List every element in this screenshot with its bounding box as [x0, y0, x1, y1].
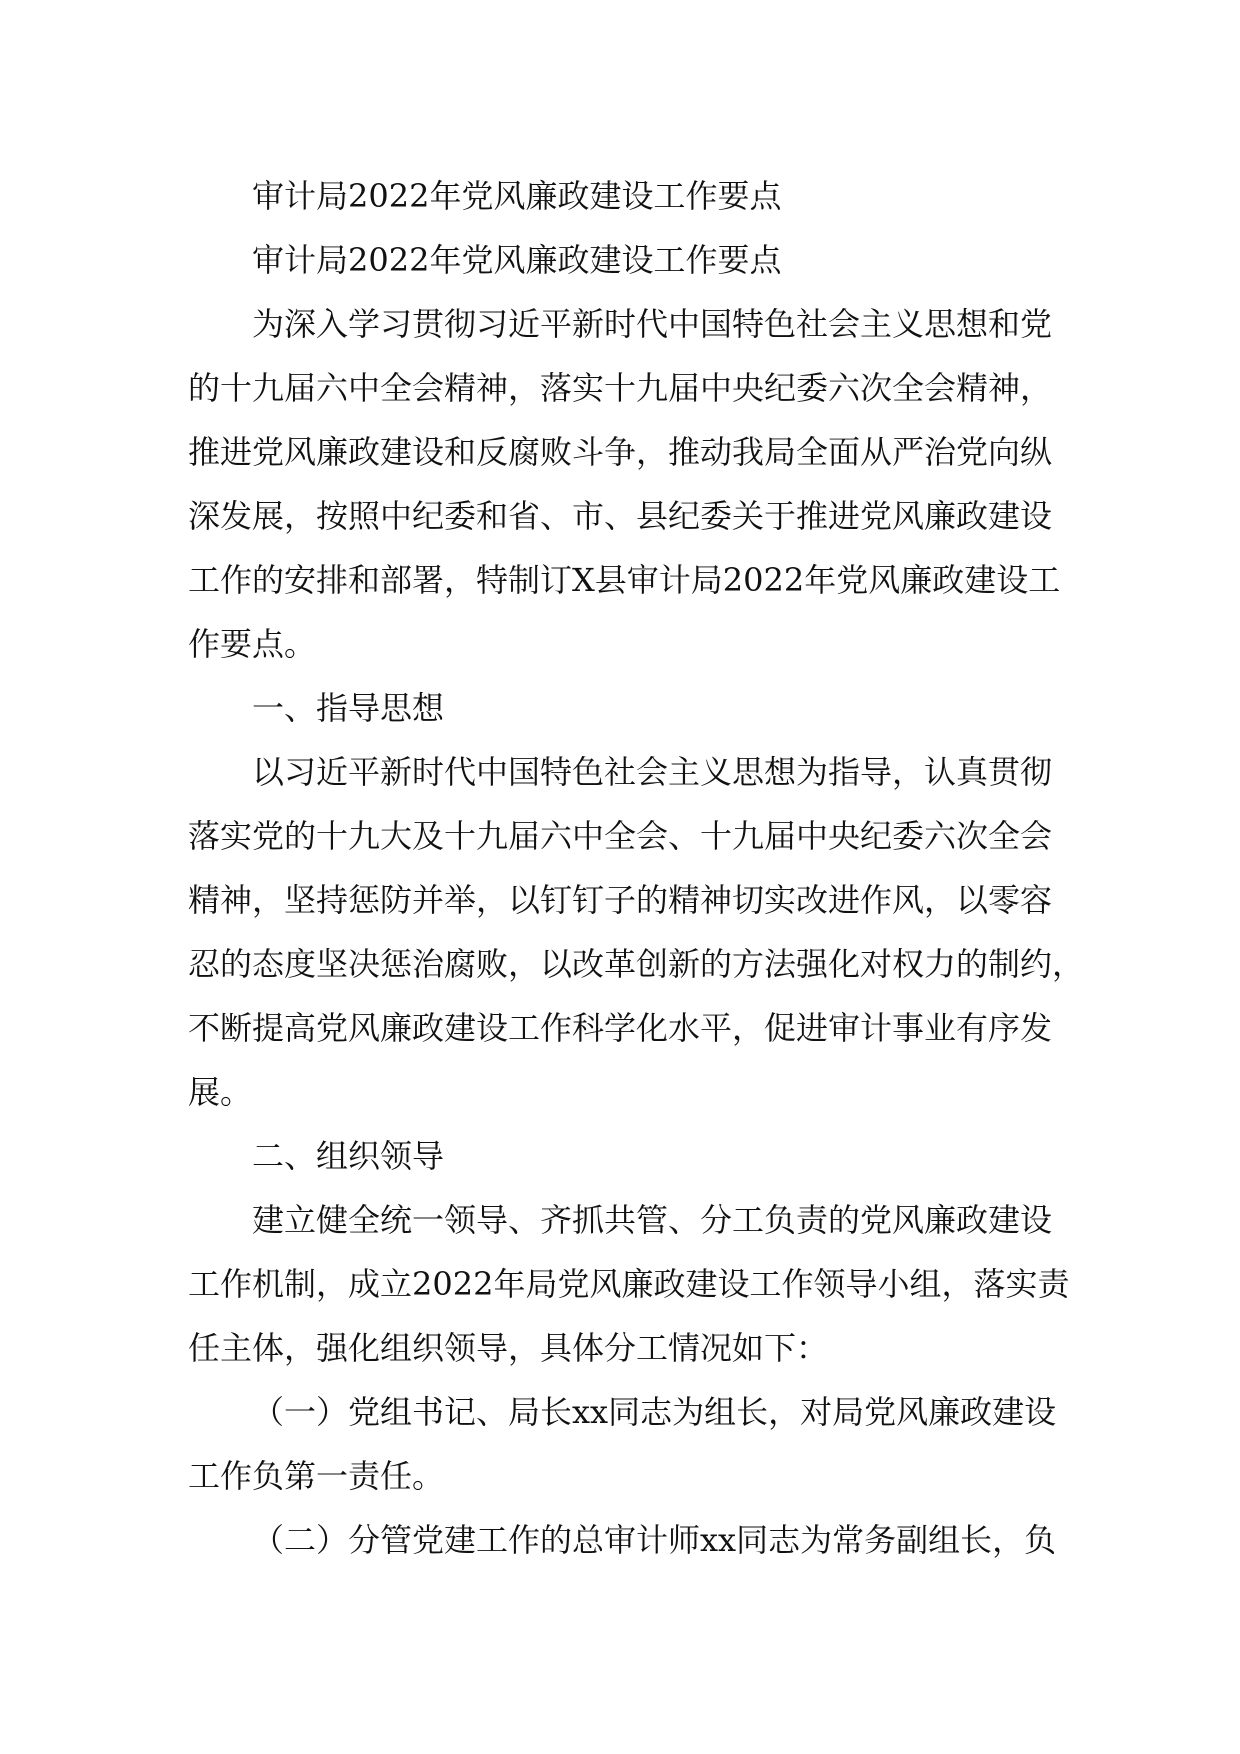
intro-line: 工作的安排和部署，特制订X县审计局2022年党风廉政建设工 — [188, 561, 1061, 599]
section-heading-organization: 二、组织领导 — [252, 1137, 445, 1175]
section-1-line: 落实党的十九大及十九届六中全会、十九届中央纪委六次全会 — [188, 817, 1053, 855]
list-item-line: 工作负第一责任。 — [188, 1457, 445, 1495]
intro-line: 的十九届六中全会精神，落实十九届中央纪委六次全会精神， — [188, 369, 1053, 407]
intro-line: 推进党风廉政建设和反腐败斗争，推动我局全面从严治党向纵 — [188, 433, 1053, 471]
section-1-line: 不断提高党风廉政建设工作科学化水平，促进审计事业有序发 — [188, 1009, 1053, 1047]
document-title-repeat: 审计局2022年党风廉政建设工作要点 — [252, 241, 782, 279]
section-2-line: 工作机制，成立2022年局党风廉政建设工作领导小组，落实责 — [188, 1265, 1070, 1303]
list-item-line: （二）分管党建工作的总审计师xx同志为常务副组长，负 — [252, 1521, 1057, 1559]
document-title: 审计局2022年党风廉政建设工作要点 — [252, 177, 782, 215]
intro-line: 为深入学习贯彻习近平新时代中国特色社会主义思想和党 — [252, 305, 1053, 343]
list-item-line: （一）党组书记、局长xx同志为组长，对局党风廉政建设 — [252, 1393, 1057, 1431]
section-1-line: 忍的态度坚决惩治腐败，以改革创新的方法强化对权力的制约， — [188, 945, 1085, 983]
section-2-line: 任主体，强化组织领导，具体分工情况如下： — [188, 1329, 829, 1367]
intro-line: 作要点。 — [188, 625, 317, 663]
section-2-line: 建立健全统一领导、齐抓共管、分工负责的党风廉政建设 — [252, 1201, 1053, 1239]
section-heading-guiding-thought: 一、指导思想 — [252, 689, 445, 727]
section-1-line: 展。 — [188, 1073, 253, 1111]
intro-line: 深发展，按照中纪委和省、市、县纪委关于推进党风廉政建设 — [188, 497, 1053, 535]
section-1-line: 精神，坚持惩防并举，以钉钉子的精神切实改进作风，以零容 — [188, 881, 1053, 919]
section-1-line: 以习近平新时代中国特色社会主义思想为指导，认真贯彻 — [252, 753, 1053, 791]
